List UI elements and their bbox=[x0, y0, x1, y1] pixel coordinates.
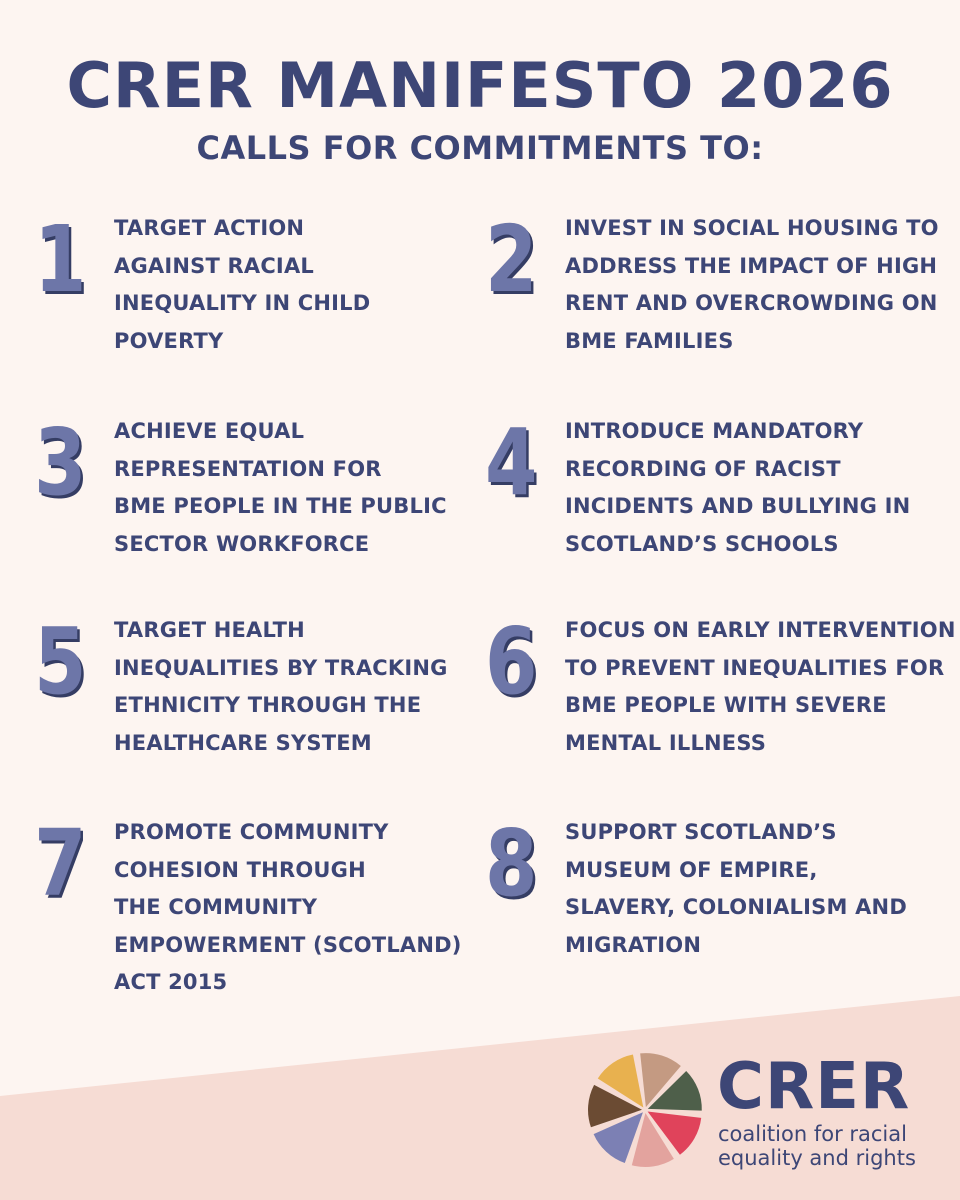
logo-tagline-line: equality and rights bbox=[718, 1146, 916, 1170]
commitment-text bbox=[565, 210, 945, 360]
commitment-line: ADDRESS THE IMPACT OF HIGH bbox=[565, 253, 938, 278]
page-title: CRER MANIFESTO 2026 bbox=[66, 49, 894, 122]
commitment-line: RECORDING OF RACIST bbox=[565, 456, 841, 481]
commitment-number: 3 bbox=[34, 409, 87, 516]
commitment-line: SECTOR WORKFORCE bbox=[114, 531, 370, 556]
commitment-text bbox=[114, 413, 447, 563]
commitment-line: TARGET ACTION bbox=[114, 216, 305, 240]
commitment-number: 2 bbox=[485, 206, 538, 313]
commitment-number: 4 bbox=[485, 409, 538, 516]
commitment-number: 8 bbox=[485, 810, 538, 917]
commitment-text bbox=[114, 210, 444, 360]
commitment-line: COHESION THROUGH bbox=[114, 857, 366, 882]
commitment-line: MUSEUM OF EMPIRE, bbox=[565, 857, 818, 882]
commitment-line: BME FAMILIES bbox=[565, 328, 734, 353]
commitment-text bbox=[114, 814, 462, 1002]
commitment-line: MIGRATION bbox=[565, 932, 702, 957]
commitment-text bbox=[565, 413, 945, 563]
commitment-line: FOCUS ON EARLY INTERVENTION bbox=[565, 618, 956, 642]
logo-tagline bbox=[718, 1122, 938, 1170]
commitment-line: AGAINST RACIAL bbox=[114, 253, 314, 278]
commitment-line: HEALTHCARE SYSTEM bbox=[114, 730, 372, 755]
commitment-line: TO PREVENT INEQUALITIES FOR bbox=[565, 655, 945, 680]
commitment-line: INCIDENTS AND BULLYING IN bbox=[565, 494, 911, 518]
logo-wordmark: CRER bbox=[717, 1050, 911, 1124]
commitment-line: INEQUALITIES BY TRACKING bbox=[114, 655, 448, 680]
commitment-line: ACHIEVE EQUAL bbox=[114, 419, 305, 443]
commitment-number: 6 bbox=[485, 608, 538, 715]
commitment-line: PROMOTE COMMUNITY bbox=[114, 820, 389, 844]
commitment-line: ACT 2015 bbox=[114, 970, 228, 994]
commitment-number: 5 bbox=[34, 608, 87, 715]
commitment-line: MENTAL ILLNESS bbox=[565, 730, 767, 755]
commitment-number: 1 bbox=[34, 206, 87, 313]
commitment-line: SLAVERY, COLONIALISM AND bbox=[565, 895, 907, 919]
commitment-line: BME PEOPLE WITH SEVERE bbox=[565, 693, 887, 717]
commitment-line: SCOTLAND’S SCHOOLS bbox=[565, 531, 839, 556]
commitment-line: REPRESENTATION FOR bbox=[114, 456, 382, 481]
crer-logo-icon bbox=[585, 1050, 705, 1170]
commitment-line: TARGET HEALTH bbox=[114, 618, 305, 642]
commitment-line: INTRODUCE MANDATORY bbox=[565, 419, 864, 443]
commitment-line: SUPPORT SCOTLAND’S bbox=[565, 820, 837, 844]
commitment-line: BME PEOPLE IN THE PUBLIC bbox=[114, 494, 447, 518]
commitment-number: 7 bbox=[34, 810, 87, 917]
commitment-line: EMPOWERMENT (SCOTLAND) bbox=[114, 932, 462, 957]
commitment-line: THE COMMUNITY bbox=[114, 895, 318, 919]
commitment-line: RENT AND OVERCROWDING ON bbox=[565, 291, 938, 315]
commitment-line: INVEST IN SOCIAL HOUSING TO bbox=[565, 216, 939, 240]
commitment-line: ETHNICITY THROUGH THE bbox=[114, 693, 422, 717]
commitment-text bbox=[565, 612, 956, 762]
logo-tagline-line: coalition for racial bbox=[718, 1122, 907, 1146]
page-subtitle: CALLS FOR COMMITMENTS TO: bbox=[196, 129, 764, 167]
commitment-line: POVERTY bbox=[114, 328, 224, 353]
commitment-text bbox=[565, 814, 945, 964]
commitment-line: INEQUALITY IN CHILD bbox=[114, 291, 371, 315]
commitment-text bbox=[114, 612, 448, 762]
